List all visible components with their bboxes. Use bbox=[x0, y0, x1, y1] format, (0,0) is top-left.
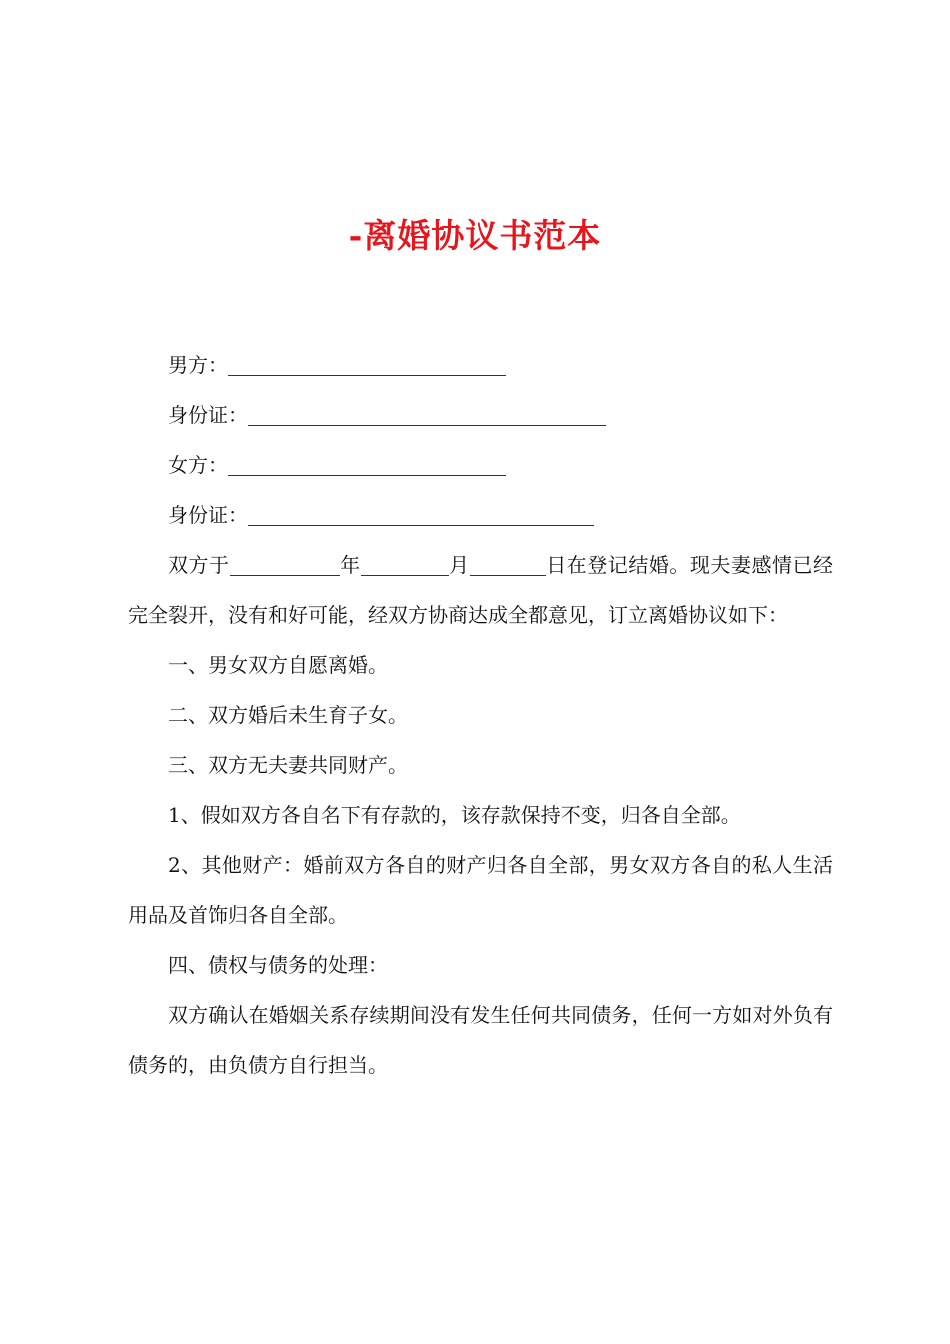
marriage-paragraph bbox=[128, 540, 833, 640]
male-id-blank bbox=[248, 401, 606, 426]
female-id-field bbox=[128, 490, 833, 540]
day-blank bbox=[470, 551, 546, 576]
clause-1: 一、男女双方自愿离婚。 bbox=[168, 653, 388, 677]
male-id-field bbox=[128, 390, 833, 440]
male-label: 男方： bbox=[168, 353, 228, 377]
female-id-label: 身份证： bbox=[168, 503, 248, 527]
clause-3: 三、双方无夫妻共同财产。 bbox=[168, 753, 408, 777]
month-label: 月 bbox=[448, 553, 470, 577]
clause-4: 四、债权与债务的处理： bbox=[168, 953, 388, 977]
male-id-label: 身份证： bbox=[168, 403, 248, 427]
document-title: -离婚协议书范本 bbox=[348, 216, 602, 255]
male-field bbox=[128, 340, 833, 390]
year-blank bbox=[230, 551, 340, 576]
clause-3-sub-1: 1、假如双方各自名下有存款的，该存款保持不变，归各自全部。 bbox=[168, 803, 741, 827]
female-field bbox=[128, 440, 833, 490]
female-label: 女方： bbox=[168, 453, 228, 477]
month-blank bbox=[361, 551, 449, 576]
female-id-blank bbox=[248, 501, 594, 526]
marriage-text: 日在登记结婚。现夫妻感情已经完全裂开，没有和好可能，经双方协商达成全都意见，订立离婚协议如下： bbox=[128, 553, 834, 627]
clause-4-text: 双方确认在婚姻关系存续期间没有发生任何共同债务，任何一方如对外负有债务的，由负债方自行担当。 bbox=[128, 1003, 833, 1077]
clause-2: 二、双方婚后未生育子女。 bbox=[168, 703, 408, 727]
document-body bbox=[128, 340, 833, 1090]
female-name-blank bbox=[228, 451, 506, 476]
male-name-blank bbox=[228, 351, 506, 376]
year-label: 年 bbox=[339, 553, 361, 577]
marriage-prefix: 双方于 bbox=[168, 553, 230, 577]
clause-3-sub-2: 2、其他财产：婚前双方各自的财产归各自全部，男女双方各自的私人生活用品及首饰归各自全部。 bbox=[128, 853, 833, 927]
